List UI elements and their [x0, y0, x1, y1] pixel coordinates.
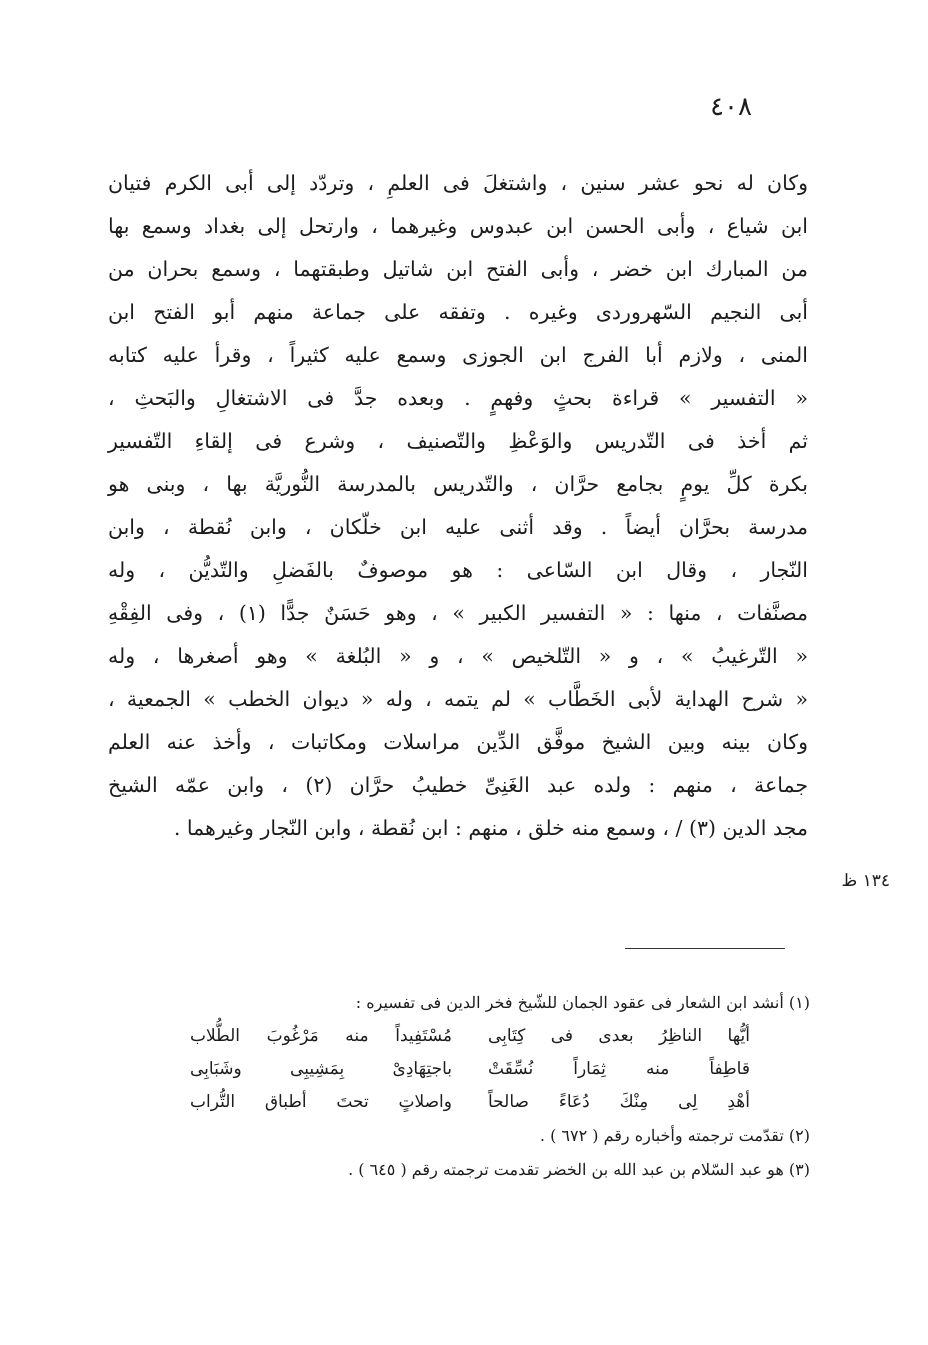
body-text [108, 162, 808, 850]
body-line: ثم أخذ فى التّدريس والوَعْظِ والتّصنيف ، وشرع فى إلقاءِ التّفسير [108, 429, 808, 453]
body-line: جماعة ، منهم : ولده عبد الغَنِىِّ خطيبُ حرَّان (٢) ، وابن عمّه الشيخ [108, 773, 809, 797]
body-line: وكان له نحو عشر سنين ، واشتغلَ فى العلمِ ، وتردّد إلى أبى الكرم فتيان [108, 171, 808, 195]
page-number: ٤٠٨ [710, 92, 752, 122]
body-line: « شرح الهداية لأبى الخَطَّاب » لم يتمه ، وله « ديوان الخطب » الجمعية ، [108, 687, 808, 711]
body-line: النّجار ، وقال ابن السّاعى : هو موصوفٌ بالفَضلِ والتّديُّن ، وله [108, 558, 808, 582]
body-line: « التّرغيبُ » ، و « التّلخيص » ، و « البُلغة » وهو أصغرها ، وله [108, 644, 808, 668]
verse-line [190, 1020, 750, 1053]
verse-line [190, 1053, 750, 1086]
verse-line [190, 1086, 750, 1119]
body-line: ابن شياع ، وأبى الحسن ابن عبدوس وغيرهما ، وارتحل إلى بغداد وسمع بها [108, 214, 808, 238]
footnote-3: (٣) هو عبد السّلام بن عبد الله بن الخضر تقدمت ترجمته رقم ( ٦٤٥ ) . [348, 1160, 810, 1179]
verse-hemistich-first: أيُّها الناظِرُ بعدى فى كِتَابِى [488, 1026, 750, 1046]
body-line: « التفسير » قراءة بحثٍ وفهمٍ . وبعده جدَّ فى الاشتغالِ والبَحثِ ، [108, 386, 808, 410]
verse-hemistich-first: قاطِفاً منه ثِمَاراً نُسِّقَتْ [488, 1059, 750, 1079]
body-line: المنى ، ولازم أبا الفرج ابن الجوزى وسمع عليه كثيراً ، وقرأ عليه كتابه [108, 343, 808, 367]
footnote-separator [625, 948, 785, 949]
footnote-2: (٢) تقدّمت ترجمته وأخباره رقم ( ٦٧٢ ) . [539, 1126, 810, 1145]
margin-folio-note: ١٣٤ ظ [841, 871, 890, 891]
body-line: من المبارك ابن خضر ، وأبى الفتح ابن شاتيل وطبقتهما ، وسمع بحران من [108, 257, 808, 281]
body-line: مصنَّفات ، منها : « التفسير الكبير » ، وهو حَسَنٌ جدًّا (١) ، وفى الفِقْهِ [108, 601, 808, 625]
body-line: أبى النجيم السّهروردى وغيره . وتفقه على جماعة منهم أبو الفتح ابن [108, 300, 808, 324]
body-line: وكان بينه وبين الشيخ موفَّق الدِّين مراسلات ومكاتبات ، وأخذ عنه العلم [108, 730, 808, 754]
footnotes [150, 986, 810, 1187]
body-line: مدرسة بحرَّان أيضاً . وقد أثنى عليه ابن خلّكان ، وابن نُقطة ، وابن [108, 515, 808, 539]
verse-hemistich-second: باجتِهَادِىْ بِمَشِيبِى وشَبَابِى [190, 1059, 452, 1079]
footnote-1-intro: (١) أنشد ابن الشعار فى عقود الجمان للشّيخ فخر الدين فى تفسيره : [355, 993, 810, 1012]
verse-hemistich-first: أهْدِ لِى مِنْكَ دُعَاءً صالحاً [488, 1092, 750, 1112]
body-line: بكرة كلِّ يومٍ بجامع حرَّان ، والتّدريس بالمدرسة النُّوريَّة بها ، وبنى هو [108, 472, 808, 496]
verse-hemistich-second: مُسْتَفِيداً منه مَرْغُوبَ الطُّلاب [190, 1026, 452, 1046]
body-line: مجد الدين (٣) / ، وسمع منه خلق ، منهم : ابن نُقطة ، وابن النّجار وغيرهما . [173, 816, 808, 840]
verse-hemistich-second: واصلاتٍ تحتَ أطباق التُّراب [190, 1092, 452, 1112]
